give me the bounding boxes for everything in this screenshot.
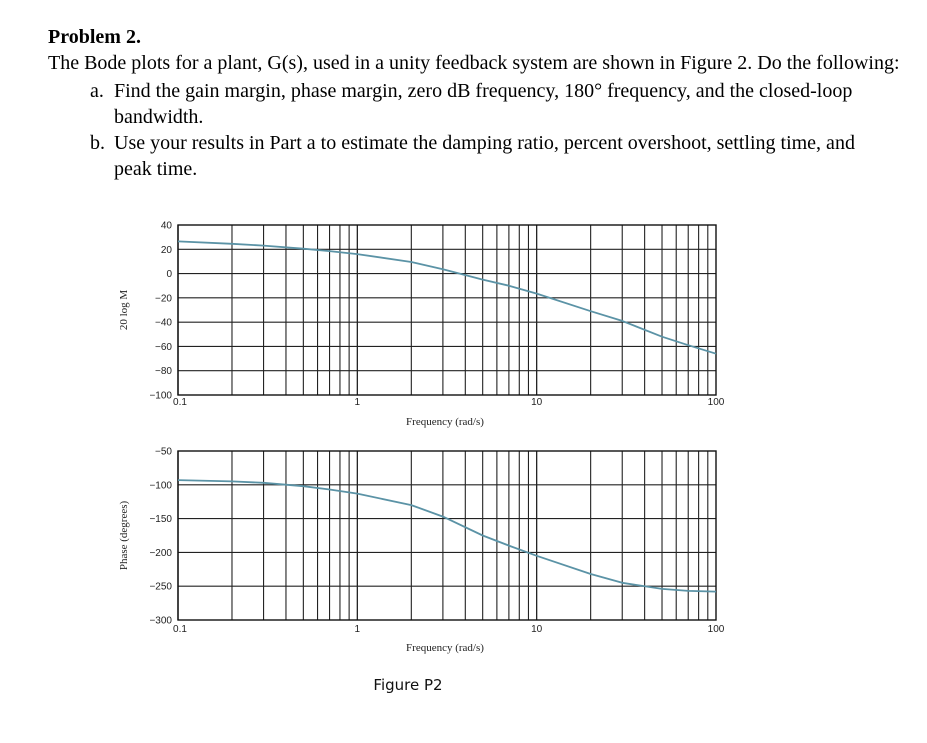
phase-curve xyxy=(178,480,716,591)
plot-frame xyxy=(178,225,716,395)
phase-plot xyxy=(118,447,725,655)
x-tick-label: 100 xyxy=(707,624,725,635)
y-axis-label: 20 log M xyxy=(118,289,130,331)
y-tick-label: −150 xyxy=(149,514,172,526)
x-tick-label: 10 xyxy=(531,624,543,635)
x-tick-label: 1 xyxy=(354,397,361,408)
problem-title: Problem 2. xyxy=(48,26,141,48)
x-axis-label: Frequency (rad/s) xyxy=(406,416,484,428)
x-axis-label: Frequency (rad/s) xyxy=(406,642,484,654)
x-tick-label: 1 xyxy=(354,624,361,635)
y-tick-label: 20 xyxy=(160,244,172,256)
y-tick-label: −60 xyxy=(155,341,172,353)
y-tick-label: −200 xyxy=(149,547,172,559)
item-letter: a. xyxy=(90,80,104,102)
y-tick-label: −80 xyxy=(155,366,172,378)
x-tick-label: 100 xyxy=(707,397,725,408)
y-tick-label: −250 xyxy=(149,581,172,593)
plot-frame xyxy=(178,451,716,620)
x-tick-label: 0.1 xyxy=(173,624,187,635)
x-tick-label: 10 xyxy=(531,397,543,408)
y-tick-label: 0 xyxy=(166,269,172,281)
item-text-body: Find the gain margin, phase margin, zero dB frequency, 180° frequency, and the closed-loop bandwidth. xyxy=(114,80,853,128)
y-tick-label: −20 xyxy=(155,293,172,305)
item-text-body: Use your results in Part a to estimate the damping ratio, percent overshoot, settling time, and peak time. xyxy=(114,132,855,180)
y-axis-label: Phase (degrees) xyxy=(118,500,130,571)
item-letter: b. xyxy=(90,132,105,154)
y-tick-label: −100 xyxy=(149,480,172,492)
problem-intro: The Bode plots for a plant, G(s), used in a unity feedback system are shown in Figure 2. Do the following: xyxy=(48,52,900,74)
y-tick-label: −100 xyxy=(149,390,172,402)
y-tick-label: −50 xyxy=(155,446,172,458)
y-tick-label: −300 xyxy=(149,615,172,627)
magnitude-plot xyxy=(118,221,725,429)
y-tick-label: −40 xyxy=(155,317,172,329)
y-tick-label: 40 xyxy=(160,220,172,232)
figure-caption: Figure P2 xyxy=(373,676,443,694)
x-tick-label: 0.1 xyxy=(173,397,187,408)
